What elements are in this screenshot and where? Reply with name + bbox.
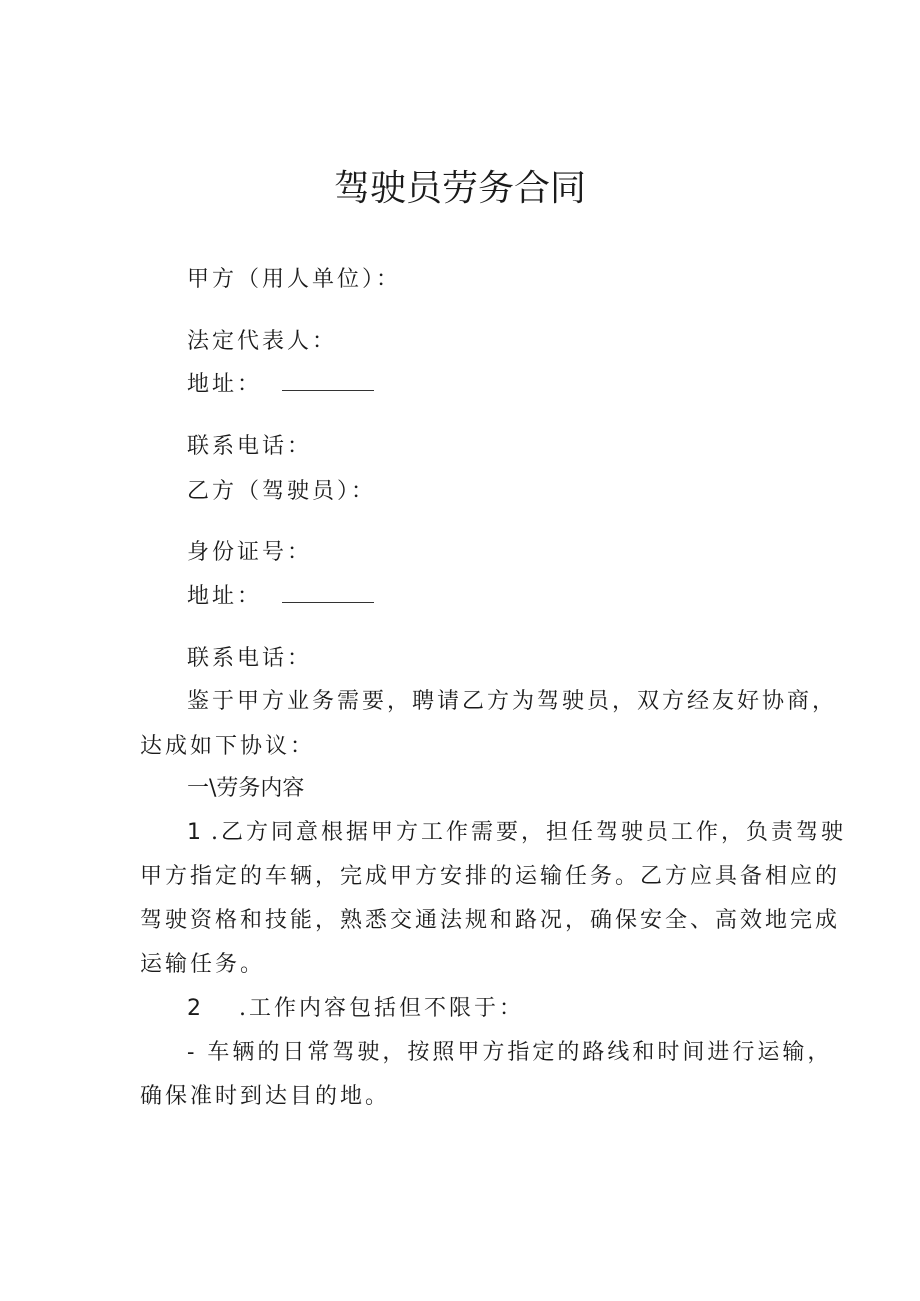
party-b-phone: 联系电话： [187, 646, 313, 671]
clause-2-number: 2 [187, 996, 201, 1021]
party-a-phone: 联系电话： [187, 434, 313, 459]
party-b-address-line [187, 582, 374, 612]
party-b-address-blank [282, 584, 374, 603]
party-a-address-label: 地址： [187, 372, 263, 397]
party-a-address-blank [282, 372, 374, 391]
clause-1-number: 1 [187, 820, 201, 845]
party-b-address-label: 地址： [187, 584, 263, 609]
clause-1-line-2: 甲方指定的车辆，完成甲方安排的运输任务。乙方应具备相应的 [140, 864, 841, 889]
item-1-line-1: - 车辆的日常驾驶，按照甲方指定的路线和时间进行运输， [187, 1040, 833, 1065]
party-a-representative: 法定代表人： [187, 329, 338, 354]
party-b-label: 乙方（驾驶员）： [187, 479, 377, 504]
preamble-line-2: 达成如下协议： [140, 734, 316, 759]
document-title: 驾驶员劳务合同 [333, 168, 586, 209]
preamble-line-1: 鉴于甲方业务需要，聘请乙方为驾驶员，双方经友好协商， [187, 689, 838, 714]
item-1-line-2: 确保准时到达目的地。 [140, 1084, 391, 1109]
party-b-id-number: 身份证号： [187, 540, 313, 565]
clause-1-line-3: 驾驶资格和技能，熟悉交通法规和路况，确保安全、高效地完成 [140, 908, 841, 933]
clause-1-line-1 [187, 818, 846, 848]
clause-1-line-4: 运输任务。 [140, 952, 266, 977]
clause-2-text: .工作内容包括但不限于： [239, 996, 524, 1021]
clause-1-text: .乙方同意根据甲方工作需要，担任驾驶员工作，负责驾驶 [211, 820, 846, 845]
section-1-heading: 一\劳务内容 [187, 776, 305, 801]
party-a-label: 甲方（用人单位）： [187, 267, 402, 292]
clause-2-line [187, 994, 524, 1024]
party-a-address-line [187, 370, 374, 400]
